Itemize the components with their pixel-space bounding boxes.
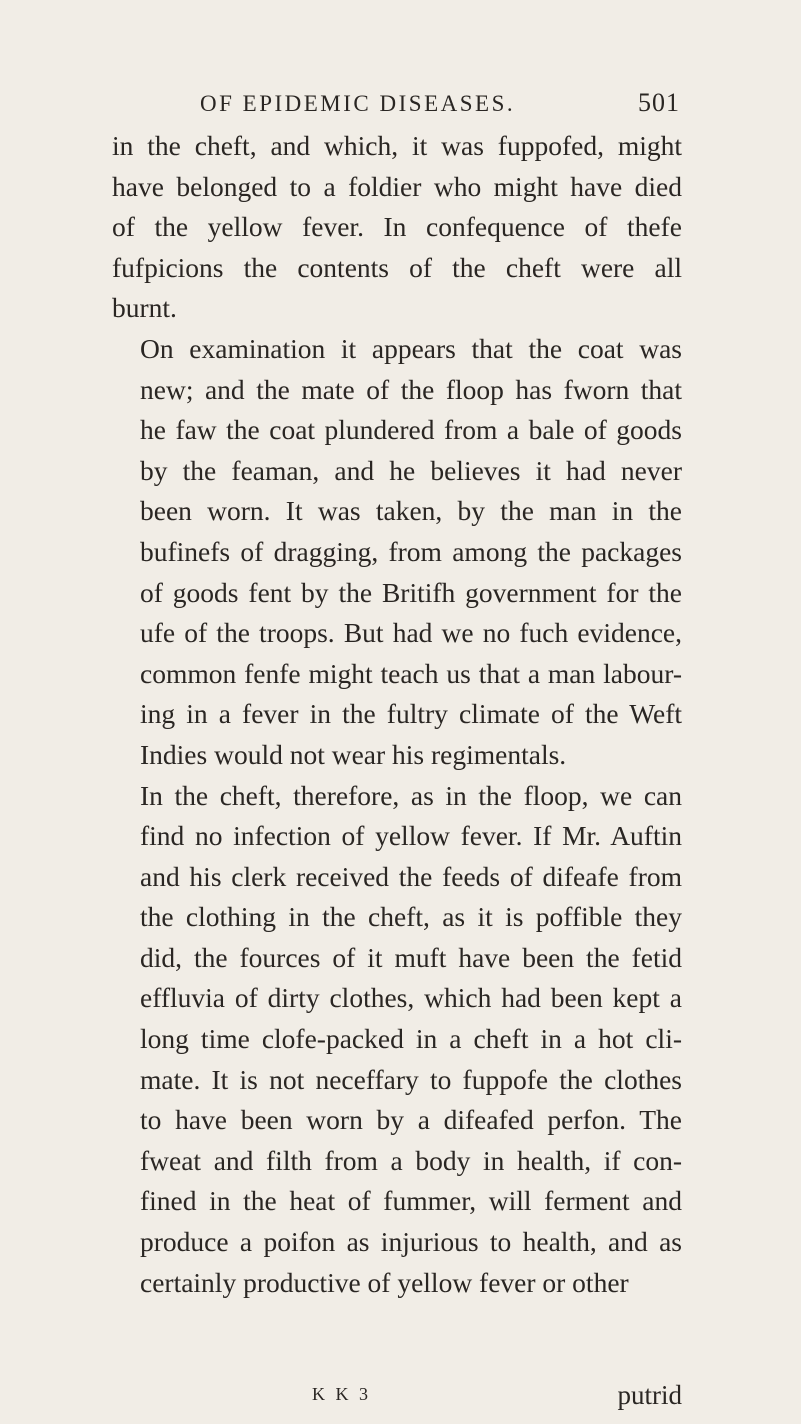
text-line: did, the fources of it muft have been the fetid — [140, 941, 682, 973]
text-line: the clothing in the cheft, as it is poffible they — [140, 901, 682, 933]
text-line: been worn. It was taken, by the man in the — [140, 495, 682, 527]
running-header — [200, 88, 680, 118]
paragraph — [112, 126, 682, 329]
text-line: find no infection of yellow fever. If Mr. Auftin — [140, 820, 682, 852]
text-line: effluvia of dirty clothes, which had been kept a — [140, 982, 682, 1014]
catchword: putrid — [617, 1380, 682, 1410]
text-line: new; and the mate of the floop has fworn that — [140, 373, 682, 405]
running-title: OF EPIDEMIC DISEASES. — [200, 91, 516, 116]
text-line: burnt. — [112, 292, 177, 324]
text-line: mate. It is not neceffary to fuppofe the clothes — [140, 1063, 682, 1095]
text-line: have belonged to a foldier who might have died — [112, 170, 682, 202]
text-line: ing in a fever in the fultry climate of the Weft — [140, 698, 682, 730]
text-line: of the yellow fever. In confequence of thefe — [112, 211, 682, 243]
text-line: and his clerk received the feeds of difeafe from — [140, 860, 682, 892]
text-line: ufe of the troops. But had we no fuch evidence, — [140, 617, 682, 649]
text-line: In the cheft, therefore, as in the floop, we can — [140, 779, 682, 811]
text-line: long time clofe-packed in a cheft in a hot cli- — [140, 1023, 682, 1055]
text-line: certainly productive of yellow fever or other — [140, 1266, 629, 1298]
paragraph — [112, 329, 682, 776]
text-line: to have been worn by a difeafed perfon. The — [140, 1104, 682, 1136]
text-line: common fenfe might teach us that a man labour- — [140, 657, 682, 689]
page-number: 501 — [638, 88, 680, 117]
paragraph — [112, 776, 682, 1304]
text-line: by the feaman, and he believes it had never — [140, 454, 682, 486]
text-line: On examination it appears that the coat was — [140, 332, 682, 364]
text-line: Indies would not wear his regimentals. — [140, 738, 567, 770]
text-line: fined in the heat of fummer, will ferment and — [140, 1185, 682, 1217]
text-line: of goods fent by the Britifh government for the — [140, 576, 682, 608]
text-line: fufpicions the contents of the cheft were all — [112, 251, 682, 283]
text-line: produce a poifon as injurious to health, and as — [140, 1226, 682, 1258]
body-text — [112, 126, 682, 1303]
text-line: fweat and filth from a body in health, if con- — [140, 1144, 682, 1176]
text-line: bufinefs of dragging, from among the packages — [140, 535, 682, 567]
text-line: in the cheft, and which, it was fuppofed, might — [112, 130, 682, 161]
text-line: he faw the coat plundered from a bale of goods — [140, 414, 682, 446]
signature-mark: K K 3 — [312, 1384, 371, 1404]
